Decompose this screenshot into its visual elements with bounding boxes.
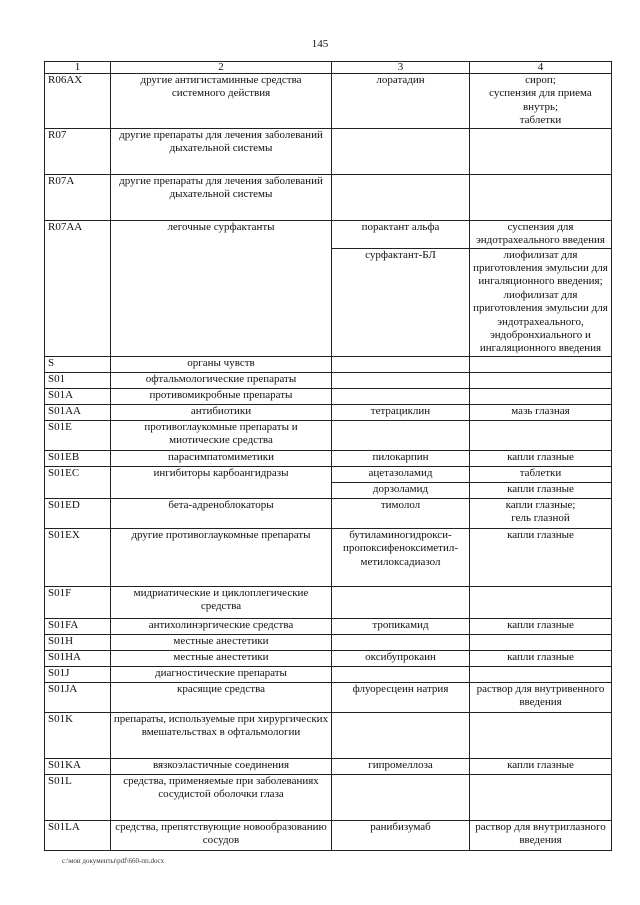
- atc-code-cell: S01: [45, 372, 111, 388]
- dosage-form-cell: [470, 128, 612, 174]
- atc-code-cell: S01EB: [45, 450, 111, 466]
- group-name-cell: мидриатические и циклоплегические средства: [111, 586, 332, 618]
- atc-code-cell: S01EX: [45, 528, 111, 586]
- dosage-form-cell: [470, 666, 612, 682]
- group-name-cell: органы чувств: [111, 356, 332, 372]
- table-row: [45, 758, 612, 774]
- atc-code-cell: S01L: [45, 774, 111, 820]
- table-row: [45, 586, 612, 618]
- drug-name-cell: [332, 356, 470, 372]
- column-number-2: 2: [111, 62, 332, 74]
- atc-code-cell: S01EC: [45, 466, 111, 498]
- group-name-cell: офтальмологические препараты: [111, 372, 332, 388]
- group-name-cell: другие препараты для лечения заболеваний дыхательной системы: [111, 128, 332, 174]
- atc-code-cell: S01H: [45, 634, 111, 650]
- table-row: [45, 634, 612, 650]
- column-number-1: 1: [45, 62, 111, 74]
- drug-name-cell: ранибизумаб: [332, 820, 470, 850]
- dosage-form-cell: [470, 712, 612, 758]
- drug-name-cell: [332, 634, 470, 650]
- drug-name-cell: [332, 420, 470, 450]
- column-number-3: 3: [332, 62, 470, 74]
- column-number-row: [45, 62, 612, 74]
- dosage-form-cell: сироп; суспензия для приема внутрь; таблетки: [470, 74, 612, 129]
- dosage-form-cell: капли глазные: [470, 618, 612, 634]
- dosage-form-cell: таблетки: [470, 466, 612, 482]
- drug-name-cell: [332, 174, 470, 220]
- atc-code-cell: R06AX: [45, 74, 111, 129]
- table-row: [45, 220, 612, 248]
- atc-code-cell: S01KA: [45, 758, 111, 774]
- group-name-cell: парасимпатомиметики: [111, 450, 332, 466]
- group-name-cell: местные анестетики: [111, 634, 332, 650]
- drug-name-cell: пилокарпин: [332, 450, 470, 466]
- table-row: [45, 774, 612, 820]
- group-name-cell: препараты, используемые при хирургических вмешательствах в офтальмологии: [111, 712, 332, 758]
- dosage-form-cell: [470, 634, 612, 650]
- group-name-cell: диагностические препараты: [111, 666, 332, 682]
- atc-code-cell: S01A: [45, 388, 111, 404]
- atc-code-cell: S01J: [45, 666, 111, 682]
- atc-code-cell: S01F: [45, 586, 111, 618]
- group-name-cell: другие препараты для лечения заболеваний дыхательной системы: [111, 174, 332, 220]
- drug-name-cell: [332, 388, 470, 404]
- atc-code-cell: S01K: [45, 712, 111, 758]
- table-row: [45, 528, 612, 586]
- drug-name-cell: дорзоламид: [332, 482, 470, 498]
- atc-code-cell: R07AA: [45, 220, 111, 356]
- group-name-cell: противоглаукомные препараты и миотические средства: [111, 420, 332, 450]
- table-row: [45, 498, 612, 528]
- drug-name-cell: тетрациклин: [332, 404, 470, 420]
- group-name-cell: противомикробные препараты: [111, 388, 332, 404]
- dosage-form-cell: [470, 174, 612, 220]
- dosage-form-cell: капли глазные: [470, 650, 612, 666]
- dosage-form-cell: капли глазные: [470, 482, 612, 498]
- atc-code-cell: S01LA: [45, 820, 111, 850]
- table-row: [45, 466, 612, 482]
- table-row: [45, 682, 612, 712]
- dosage-form-cell: капли глазные: [470, 450, 612, 466]
- table-row: [45, 74, 612, 129]
- dosage-form-cell: капли глазные; гель глазной: [470, 498, 612, 528]
- atc-code-cell: S01AA: [45, 404, 111, 420]
- table-row: [45, 618, 612, 634]
- group-name-cell: средства, препятствующие новообразованию сосудов: [111, 820, 332, 850]
- drug-name-cell: [332, 586, 470, 618]
- table-row: [45, 420, 612, 450]
- drug-name-cell: бутиламиногидрокси- пропоксифеноксиметил- метилоксадиазол: [332, 528, 470, 586]
- table-row: [45, 450, 612, 466]
- drug-name-cell: [332, 372, 470, 388]
- group-name-cell: вязкоэластичные соединения: [111, 758, 332, 774]
- table-row: [45, 712, 612, 758]
- group-name-cell: антихолинэргические средства: [111, 618, 332, 634]
- dosage-form-cell: мазь глазная: [470, 404, 612, 420]
- dosage-form-cell: раствор для внутривенного введения: [470, 682, 612, 712]
- dosage-form-cell: суспензия для эндотрахеального введения: [470, 220, 612, 248]
- table-row: [45, 820, 612, 850]
- table-row: [45, 666, 612, 682]
- drug-name-cell: гипромеллоза: [332, 758, 470, 774]
- dosage-form-cell: [470, 420, 612, 450]
- atc-code-cell: S01HA: [45, 650, 111, 666]
- dosage-form-cell: капли глазные: [470, 758, 612, 774]
- table-row: [45, 372, 612, 388]
- drug-name-cell: ацетазоламид: [332, 466, 470, 482]
- drug-name-cell: тропикамид: [332, 618, 470, 634]
- dosage-form-cell: [470, 774, 612, 820]
- dosage-form-cell: [470, 388, 612, 404]
- drug-classification-table: [44, 61, 612, 851]
- dosage-form-cell: капли глазные: [470, 528, 612, 586]
- table-row: [45, 174, 612, 220]
- table-body: [45, 62, 612, 851]
- drug-name-cell: флуоресцеин натрия: [332, 682, 470, 712]
- group-name-cell: другие противоглаукомные препараты: [111, 528, 332, 586]
- table-row: [45, 356, 612, 372]
- drug-name-cell: [332, 666, 470, 682]
- group-name-cell: бета-адреноблокаторы: [111, 498, 332, 528]
- atc-code-cell: R07A: [45, 174, 111, 220]
- atc-code-cell: S01ED: [45, 498, 111, 528]
- dosage-form-cell: раствор для внутриглазного введения: [470, 820, 612, 850]
- drug-name-cell: [332, 774, 470, 820]
- drug-name-cell: оксибупрокаин: [332, 650, 470, 666]
- page-number: 145: [311, 38, 329, 50]
- group-name-cell: местные анестетики: [111, 650, 332, 666]
- dosage-form-cell: [470, 356, 612, 372]
- drug-name-cell: порактант альфа: [332, 220, 470, 248]
- table-row: [45, 388, 612, 404]
- atc-code-cell: S: [45, 356, 111, 372]
- drug-name-cell: [332, 128, 470, 174]
- group-name-cell: антибиотики: [111, 404, 332, 420]
- table-row: [45, 650, 612, 666]
- atc-code-cell: S01E: [45, 420, 111, 450]
- group-name-cell: другие антигистаминные средства системного действия: [111, 74, 332, 129]
- atc-code-cell: S01FA: [45, 618, 111, 634]
- drug-name-cell: [332, 712, 470, 758]
- dosage-form-cell: [470, 586, 612, 618]
- table-row: [45, 128, 612, 174]
- drug-name-cell: лоратадин: [332, 74, 470, 129]
- atc-code-cell: S01JA: [45, 682, 111, 712]
- drug-name-cell: тимолол: [332, 498, 470, 528]
- table-row: [45, 404, 612, 420]
- group-name-cell: ингибиторы карбоангидразы: [111, 466, 332, 498]
- group-name-cell: средства, применяемые при заболеваниях сосудистой оболочки глаза: [111, 774, 332, 820]
- group-name-cell: легочные сурфактанты: [111, 220, 332, 356]
- dosage-form-cell: лиофилизат для приготовления эмульсии для ингаляционного введения; лиофилизат для приготовления эмульсии для эндотрахеального, эндобронхиального и ингаляционного введения: [470, 248, 612, 356]
- file-path-footer: c:\мои документы\pdf\660-пп.docx: [62, 857, 165, 865]
- drug-name-cell: сурфактант-БЛ: [332, 248, 470, 356]
- atc-code-cell: R07: [45, 128, 111, 174]
- column-number-4: 4: [470, 62, 612, 74]
- group-name-cell: красящие средства: [111, 682, 332, 712]
- dosage-form-cell: [470, 372, 612, 388]
